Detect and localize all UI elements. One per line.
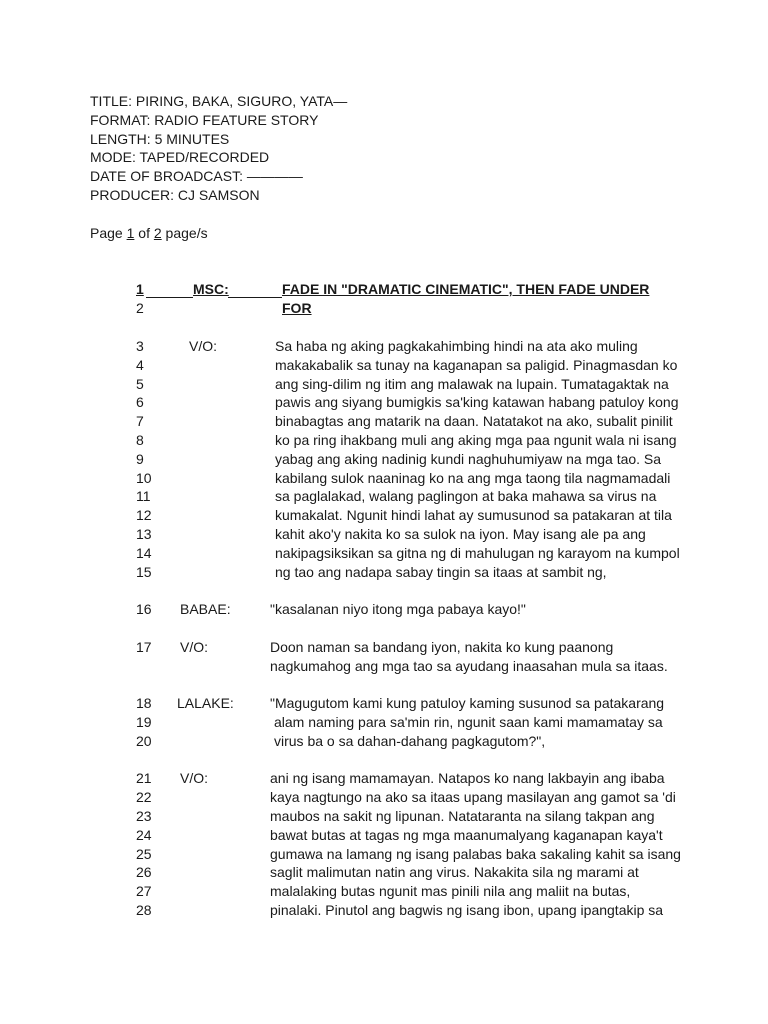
line-text: binabagtas ang matarik na daan. Natatakot na ako, subalit pinilit bbox=[275, 413, 673, 429]
line-text: ko pa ring ihakbang muli ang aking mga paa ngunit wala ni isang bbox=[275, 432, 677, 448]
script-line bbox=[0, 863, 768, 882]
line-number: 16 bbox=[136, 601, 152, 617]
script-line bbox=[0, 412, 768, 431]
line-text: gumawa na lamang ng isang palabas baka sakaling kahit sa isang bbox=[270, 846, 681, 862]
line-number: 23 bbox=[136, 808, 152, 824]
page-middle: of bbox=[134, 225, 154, 241]
line-text: pinalaki. Pinutol ang bagwis ng isang ibon, upang ipangtakip sa bbox=[270, 902, 664, 918]
script-line bbox=[0, 506, 768, 525]
date-of-broadcast-line: DATE OF BROADCAST: ———— bbox=[90, 168, 303, 185]
page-suffix: page/s bbox=[161, 225, 208, 241]
speaker-label: LALAKE: bbox=[177, 695, 234, 711]
script-line bbox=[0, 807, 768, 826]
script-line bbox=[0, 299, 768, 318]
script-line bbox=[0, 882, 768, 901]
title-line: TITLE: PIRING, BAKA, SIGURO, YATA— bbox=[90, 93, 348, 109]
script-line bbox=[0, 563, 768, 582]
line-number: 22 bbox=[136, 789, 152, 805]
line-number: 7 bbox=[136, 413, 144, 429]
page-counter bbox=[90, 224, 208, 243]
script-line bbox=[0, 375, 768, 394]
line-text: nakipagsiksikan sa gitna ng di mahulugan ng karayom na kumpol bbox=[275, 545, 680, 561]
line-text: kaya nagtungo na ako sa itaas upang masilayan ang gamot sa 'di bbox=[270, 789, 676, 805]
underline-spacer bbox=[228, 280, 282, 298]
line-text: bawat butas at tagas ng mga maanumalyang kaganapan kaya't bbox=[270, 827, 663, 843]
script-line bbox=[0, 732, 768, 751]
line-number: 26 bbox=[136, 864, 152, 880]
line-number: 13 bbox=[136, 526, 152, 542]
speaker-label: V/O: bbox=[189, 338, 218, 354]
script-line bbox=[0, 826, 768, 845]
line-text: makakabalik sa tunay na kaganapan sa paligid. Pinagmasdan ko bbox=[275, 357, 678, 373]
page-prefix: Page bbox=[90, 225, 127, 241]
speaker-label: V/O: bbox=[180, 639, 209, 655]
script-line bbox=[0, 469, 768, 488]
script-line bbox=[0, 450, 768, 469]
line-number: 21 bbox=[136, 770, 152, 786]
script-line bbox=[0, 525, 768, 544]
line-text: saglit malimutan natin ang virus. Nakakita sila ng marami at bbox=[270, 864, 639, 880]
script-line bbox=[0, 393, 768, 412]
mode-line: MODE: TAPED/RECORDED bbox=[90, 149, 270, 166]
line-number: 11 bbox=[136, 488, 151, 504]
script-line bbox=[0, 788, 768, 807]
line-text: ani ng isang mamamayan. Natapos ko nang lakbayin ang ibaba bbox=[270, 770, 665, 786]
line-number: 10 bbox=[136, 470, 152, 486]
line-text: Sa haba ng aking pagkakahimbing hindi na ata ako muling bbox=[275, 338, 638, 354]
line-number: 28 bbox=[136, 902, 152, 918]
line-number: 20 bbox=[136, 733, 152, 749]
script-line bbox=[0, 280, 768, 299]
line-number: 17 bbox=[136, 639, 152, 655]
script-line bbox=[0, 487, 768, 506]
line-text: nagkumahog ang mga tao sa ayudang inaasahan mula sa itaas. bbox=[270, 658, 668, 674]
line-number: 4 bbox=[136, 357, 144, 373]
line-text: malalaking butas ngunit mas pinili nila ang maliit na butas, bbox=[270, 883, 631, 899]
script-line bbox=[0, 694, 768, 713]
script-line bbox=[0, 713, 768, 732]
format-line: FORMAT: RADIO FEATURE STORY bbox=[90, 111, 319, 128]
line-number: 15 bbox=[136, 564, 152, 580]
document-header bbox=[90, 92, 347, 205]
line-text: kahit ako'y nakita ko sa sulok na iyon. May isang ale pa ang bbox=[275, 526, 646, 542]
line-text: "kasalanan niyo itong mga pabaya kayo!" bbox=[270, 601, 526, 617]
total-pages: 2 bbox=[153, 225, 162, 241]
script-line bbox=[0, 845, 768, 864]
line-number: 1 bbox=[136, 281, 144, 297]
line-text: FADE IN "DRAMATIC CINEMATIC", THEN FADE UNDER bbox=[282, 281, 650, 297]
line-text: yabag ang aking nadinig kundi naghuhumiyaw na mga tao. Sa bbox=[275, 451, 662, 467]
script-line bbox=[0, 769, 768, 788]
line-text: kabilang sulok naaninag ko na ang mga taong tila nagmamadali bbox=[275, 470, 671, 486]
script-line bbox=[0, 356, 768, 375]
script-line bbox=[0, 638, 768, 657]
line-text: virus ba o sa dahan-dahang pagkagutom?", bbox=[274, 733, 546, 749]
line-number: 3 bbox=[136, 338, 144, 354]
line-number: 18 bbox=[136, 695, 152, 711]
line-number: 6 bbox=[136, 394, 144, 410]
line-text: ng tao ang nadapa sabay tingin sa itaas at sambit ng, bbox=[275, 564, 607, 580]
line-number: 27 bbox=[136, 883, 152, 899]
speaker-label: V/O: bbox=[180, 770, 209, 786]
current-page: 1 bbox=[126, 225, 135, 241]
script-line bbox=[0, 600, 768, 619]
line-number: 25 bbox=[136, 846, 152, 862]
line-number: 19 bbox=[136, 714, 152, 730]
producer-line: PRODUCER: CJ SAMSON bbox=[90, 186, 260, 203]
script-line bbox=[0, 544, 768, 563]
line-number: 24 bbox=[136, 827, 152, 843]
line-text: pawis ang siyang bumigkis sa'king katawan habang patuloy kong bbox=[275, 394, 679, 410]
line-text: maubos na sakit ng lipunan. Natataranta na silang takpan ang bbox=[270, 808, 655, 824]
line-number: 2 bbox=[136, 300, 144, 316]
line-number: 5 bbox=[136, 376, 144, 392]
line-number: 12 bbox=[136, 507, 152, 523]
line-text: kumakalat. Ngunit hindi lahat ay sumusunod sa patakaran at tila bbox=[275, 507, 672, 523]
line-text: "Magugutom kami kung patuloy kaming susunod sa patakarang bbox=[270, 695, 665, 711]
line-text: FOR bbox=[282, 300, 312, 316]
underline-spacer bbox=[146, 280, 193, 298]
line-text: sa paglalakad, walang paglingon at baka mahawa sa virus na bbox=[275, 488, 657, 504]
speaker-label: BABAE: bbox=[180, 601, 231, 617]
line-number: 8 bbox=[136, 432, 144, 448]
line-number: 14 bbox=[136, 545, 152, 561]
speaker-label: MSC: bbox=[193, 281, 229, 297]
line-text: ang sing-dilim ng itim ang malawak na lupain. Tumatagaktak na bbox=[275, 376, 669, 392]
line-number: 9 bbox=[136, 451, 144, 467]
line-text: alam naming para sa'min rin, ngunit saan kami mamamatay sa bbox=[274, 714, 663, 730]
script-line bbox=[0, 337, 768, 356]
length-line: LENGTH: 5 MINUTES bbox=[90, 130, 230, 147]
script-line bbox=[0, 901, 768, 920]
script-line bbox=[0, 657, 768, 676]
line-text: Doon naman sa bandang iyon, nakita ko kung paanong bbox=[270, 639, 614, 655]
script-line bbox=[0, 431, 768, 450]
